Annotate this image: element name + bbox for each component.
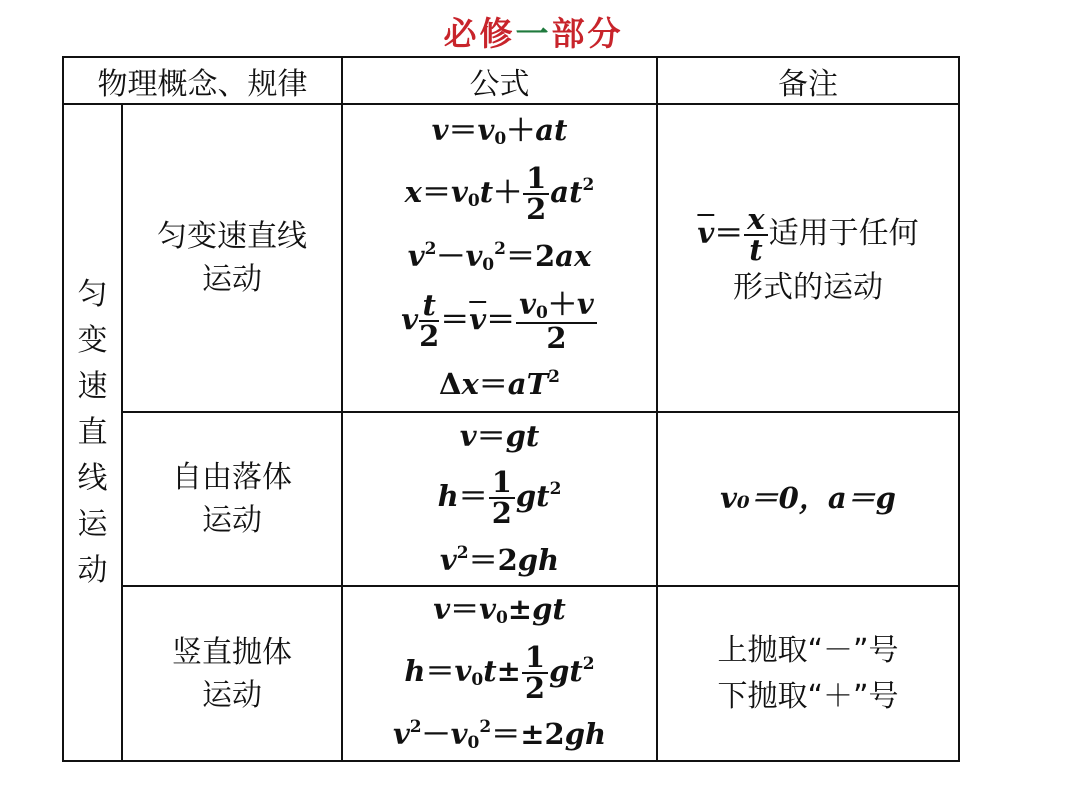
note-free-fall: v₀＝0，a＝g <box>720 481 896 516</box>
note-line-2: 下抛取“＋”号 <box>717 678 899 714</box>
header-note: 备注 <box>778 66 838 102</box>
formula-free-fall-height: h＝ $\frac{1}{2}$ $gt^2$ <box>437 465 562 531</box>
row-free-fall-note <box>658 413 958 585</box>
row-vertical-throw-note <box>658 587 958 760</box>
formula-velocity: $v=v_0+at$ <box>431 112 568 149</box>
page-title <box>0 8 1067 52</box>
formula-midtime-velocity: v $\frac{t}{2}$ $=\overline{v}=$ $\frac{v_0+v}{2}$ <box>401 290 598 353</box>
row-uniform-accel-note: $\overline{v}=$ $\frac{x}{t}$ 适用于任何 形式的运动 <box>658 105 958 411</box>
header-concept: 物理概念、规律 <box>97 66 308 102</box>
formula-free-fall-velocity: v＝gt <box>459 418 540 453</box>
formula-throw-velocity: $v=v_0\pm gt$ <box>433 592 566 629</box>
row-name: 自由落体运动 <box>172 460 292 538</box>
row-free-fall-formulas <box>343 413 656 585</box>
formula-table <box>62 56 960 762</box>
formula-displacement: $x=v_0t+$ $\frac{1}{2}$ $at^2$ <box>404 161 595 226</box>
formula-delta-x: $\Delta x=aT^2$ <box>438 367 561 402</box>
title-part-2: 一 <box>515 14 552 53</box>
formula-free-fall-v-squared: $v^2=2gh$ <box>439 543 560 578</box>
row-free-fall-name <box>123 413 341 585</box>
row-name: 匀变速直线运动 <box>157 219 307 297</box>
row-uniform-accel-name <box>123 105 341 411</box>
note-line-1: 上抛取“－”号 <box>717 632 899 668</box>
row-vertical-throw-formulas <box>343 587 656 760</box>
row-uniform-accel-formulas <box>343 105 656 411</box>
title-part-3: 部分 <box>551 14 624 53</box>
row-vertical-throw-name <box>123 587 341 760</box>
note-line-2: 形式的运动 <box>733 270 883 305</box>
category-label: 匀变速直线运动 <box>77 276 108 588</box>
header-formula: 公式 <box>469 66 530 102</box>
row-name: 竖直抛体运动 <box>172 634 292 713</box>
note-line-1: 适用于任何 <box>768 216 919 251</box>
category-cell <box>64 105 121 760</box>
formula-throw-height: $h=v_0t\pm$ $\frac{1}{2}$ $gt^2$ <box>404 640 595 705</box>
formula-throw-v-squared: $v^2-v_0^2=\pm 2gh$ <box>392 716 607 753</box>
title-part-1: 必修 <box>443 14 516 53</box>
formula-velocity-squared: $v^2-v_0^2=2ax$ <box>407 238 592 275</box>
